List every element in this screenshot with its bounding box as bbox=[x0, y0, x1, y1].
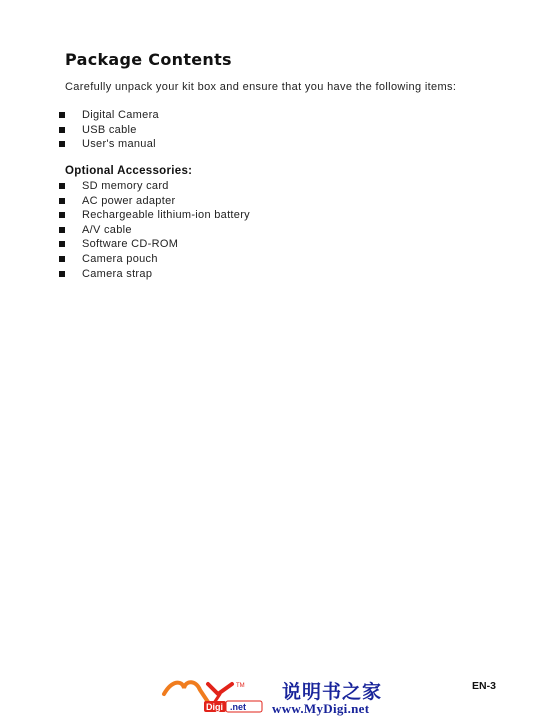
square-bullet-icon bbox=[59, 141, 65, 147]
square-bullet-icon bbox=[59, 227, 65, 233]
square-bullet-icon bbox=[59, 271, 65, 277]
square-bullet-icon bbox=[59, 183, 65, 189]
optional-accessories-heading: Optional Accessories: bbox=[65, 165, 193, 177]
svg-text:Digi: Digi bbox=[206, 702, 223, 712]
square-bullet-icon bbox=[59, 241, 65, 247]
page-number: EN-3 bbox=[472, 680, 496, 692]
square-bullet-icon bbox=[59, 112, 65, 118]
intro-text: Carefully unpack your kit box and ensure that you have the following items: bbox=[65, 81, 457, 93]
watermark-chinese: 说明书之家 bbox=[282, 681, 383, 703]
square-bullet-icon bbox=[59, 127, 65, 133]
square-bullet-icon bbox=[59, 256, 65, 262]
watermark-url: www.MyDigi.net bbox=[272, 701, 370, 716]
square-bullet-icon bbox=[59, 212, 65, 218]
svg-text:TM: TM bbox=[236, 683, 245, 689]
square-bullet-icon bbox=[59, 198, 65, 204]
page-title: Package Contents bbox=[65, 50, 232, 69]
mydigi-logo bbox=[160, 676, 270, 716]
svg-text:.net: .net bbox=[230, 702, 247, 712]
